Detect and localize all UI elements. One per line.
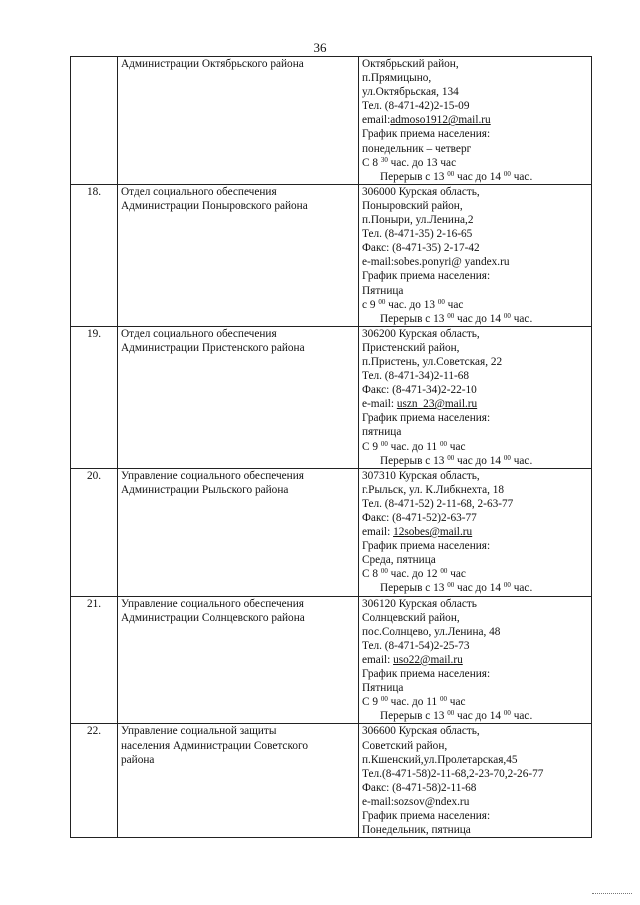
- contact-line: [362, 639, 588, 653]
- contact-text: Перерыв с 13: [380, 170, 448, 183]
- contact-text: час до 14: [454, 582, 504, 595]
- contact-text: С 8: [362, 156, 381, 169]
- contact-line: [362, 127, 588, 141]
- contact-text: Понедельник, пятница: [362, 824, 471, 837]
- time-superscript: 00: [380, 439, 388, 448]
- contact-text: п.Прямицыно,: [362, 72, 432, 85]
- organization-name-line: Управление социальной защиты: [121, 725, 277, 738]
- contact-line: [362, 581, 588, 595]
- contact-line: [362, 269, 588, 283]
- row-number: 19.: [71, 326, 118, 468]
- contact-line: [362, 823, 588, 837]
- contact-text: График приема населения:: [362, 270, 491, 283]
- time-superscript: 00: [439, 439, 447, 448]
- contact-text: Факс: (8-471-34)2-22-10: [362, 384, 477, 397]
- contact-text: Перерыв с 13: [380, 312, 448, 325]
- contact-line: [362, 795, 588, 809]
- contact-line: [362, 454, 588, 468]
- contact-text: Тел.(8-471-58)2-11-68,2-23-70,2-26-77: [362, 767, 544, 780]
- contact-line: [362, 213, 588, 227]
- row-number: 21.: [71, 596, 118, 724]
- contact-text: час до 14: [454, 312, 504, 325]
- contact-line: [362, 469, 588, 483]
- contact-cell: [359, 724, 592, 838]
- time-superscript: 30: [380, 155, 388, 164]
- contact-line: [362, 511, 588, 525]
- contact-line: [362, 99, 588, 113]
- email-link[interactable]: admoso1912@mail.ru: [390, 114, 491, 127]
- contact-text: Перерыв с 13: [380, 582, 448, 595]
- contact-text: час: [447, 568, 466, 581]
- contact-text: email:: [362, 114, 391, 127]
- directory-table-body: [71, 57, 592, 838]
- contact-text: График приема населения:: [362, 668, 491, 681]
- organization-name-line: Отдел социального обеспечения: [121, 327, 277, 340]
- contact-line: [362, 483, 588, 497]
- contact-text: час.: [510, 582, 533, 595]
- contact-text: Тел. (8-471-54)2-25-73: [362, 639, 470, 652]
- contact-line: [362, 497, 588, 511]
- contact-text: 306000 Курская область,: [362, 185, 480, 198]
- contact-text: Советский район,: [362, 739, 448, 752]
- contact-text: пос.Солнцево, ул.Ленина, 48: [362, 625, 501, 638]
- contact-text: Перерыв с 13: [380, 710, 448, 723]
- contact-cell: [359, 596, 592, 724]
- contact-text: час.: [510, 710, 533, 723]
- contact-text: Тел. (8-471-35) 2-16-65: [362, 228, 473, 241]
- contact-line: [362, 142, 588, 156]
- contact-text: час. до 13 час: [387, 156, 457, 169]
- contact-text: Солнцевский район,: [362, 611, 460, 624]
- row-number: 22.: [71, 724, 118, 838]
- contact-line: [362, 440, 588, 454]
- organization-name-line: Администрации Октябрьского района: [121, 58, 304, 70]
- contact-text: Пристенский район,: [362, 341, 460, 354]
- contact-line: [362, 312, 588, 326]
- contact-line: [362, 567, 588, 581]
- contact-line: [362, 753, 588, 767]
- contact-text: График приема населения:: [362, 412, 491, 425]
- time-superscript: 00: [447, 709, 455, 718]
- contact-text: Поныровский район,: [362, 199, 463, 212]
- contact-line: [362, 739, 588, 753]
- contact-line: [362, 809, 588, 823]
- contact-text: e-mail:sozsov@ndex.ru: [362, 795, 470, 808]
- contact-text: час. до 12: [387, 568, 441, 581]
- contact-line: [362, 255, 588, 269]
- contact-line: [362, 383, 588, 397]
- contact-text: График приема населения:: [362, 809, 491, 822]
- organization-name-line: Администрации Рыльского района: [121, 483, 289, 496]
- contact-text: С 9: [362, 440, 381, 453]
- email-link[interactable]: uszn_23@mail.ru: [396, 398, 478, 411]
- contact-line: [362, 553, 588, 567]
- contact-text: п.Пристень, ул.Советская, 22: [362, 355, 503, 368]
- email-link[interactable]: uso22@mail.ru: [393, 653, 463, 666]
- page-number: 36: [313, 40, 327, 55]
- contact-text: e-mail:: [362, 398, 397, 411]
- contact-text: Пятница: [362, 284, 404, 297]
- table-row: [71, 724, 592, 838]
- organization-name-line: Управление социального обеспечения: [121, 469, 304, 482]
- contact-text: час: [444, 298, 464, 311]
- table-row: [71, 468, 592, 596]
- contact-line: [362, 327, 588, 341]
- contact-cell: [359, 57, 592, 185]
- contact-text: 307310 Курская область,: [362, 469, 480, 482]
- contact-line: [362, 767, 588, 781]
- contact-line: [362, 156, 588, 170]
- email-link[interactable]: 12sobes@mail.ru: [393, 526, 473, 539]
- contact-text: час до 14: [454, 170, 504, 183]
- contact-text: С 9: [362, 696, 381, 709]
- row-number: [71, 57, 118, 185]
- contact-text: Пятница: [362, 682, 404, 695]
- contact-cell: [359, 184, 592, 326]
- contact-line: [362, 241, 588, 255]
- contact-line: [362, 57, 588, 71]
- organization-cell: [118, 724, 359, 838]
- contact-line: [362, 681, 588, 695]
- time-superscript: 00: [503, 453, 511, 462]
- organization-cell: [118, 184, 359, 326]
- contact-line: [362, 653, 588, 667]
- contact-text: Тел. (8-471-42)2-15-09: [362, 100, 470, 113]
- organization-cell: [118, 468, 359, 596]
- contact-line: [362, 539, 588, 553]
- contact-text: час. до 13: [385, 298, 438, 311]
- contact-text: email:: [362, 526, 394, 539]
- contact-line: [362, 284, 588, 298]
- time-superscript: 00: [378, 297, 386, 306]
- contact-text: e-mail:sobes.ponyri@ yandex.ru: [362, 256, 510, 269]
- scan-artifact-mark: [592, 893, 632, 895]
- contact-text: 306200 Курская область,: [362, 327, 480, 340]
- time-superscript: 00: [447, 169, 455, 178]
- contact-text: с 9: [362, 298, 379, 311]
- contact-line: [362, 227, 588, 241]
- contact-text: час.: [510, 454, 533, 467]
- time-superscript: 00: [503, 581, 511, 590]
- contact-text: час до 14: [454, 710, 504, 723]
- contact-line: [362, 369, 588, 383]
- contact-text: ул.Октябрьская, 134: [362, 86, 459, 99]
- contact-text: г.Рыльск, ул. К.Либкнехта, 18: [362, 483, 505, 496]
- table-row: [71, 57, 592, 185]
- contact-line: [362, 597, 588, 611]
- contact-text: п.Поныри, ул.Ленина,2: [362, 214, 474, 227]
- contact-text: Факс: (8-471-58)2-11-68: [362, 781, 477, 794]
- organization-name-line: Отдел социального обеспечения: [121, 185, 277, 198]
- contact-line: [362, 85, 588, 99]
- contact-text: График приема населения:: [362, 540, 491, 553]
- row-number: 20.: [71, 468, 118, 596]
- contact-text: час: [446, 696, 466, 709]
- contact-line: [362, 411, 588, 425]
- contact-text: час. до 11: [387, 440, 440, 453]
- contact-line: [362, 724, 588, 738]
- time-superscript: 00: [503, 169, 511, 178]
- contact-text: Перерыв с 13: [380, 454, 448, 467]
- contact-line: [362, 625, 588, 639]
- contact-text: 306600 Курская область,: [362, 725, 480, 738]
- contact-line: [362, 199, 588, 213]
- time-superscript: 00: [503, 311, 511, 320]
- time-superscript: 00: [380, 567, 388, 576]
- contact-line: [362, 667, 588, 681]
- contact-text: час.: [510, 170, 533, 183]
- contact-text: График приема населения:: [362, 128, 491, 141]
- table-row: [71, 326, 592, 468]
- contact-text: Октябрьский район,: [362, 58, 459, 70]
- contact-text: час до 14: [454, 454, 504, 467]
- contact-line: [362, 611, 588, 625]
- organization-cell: [118, 326, 359, 468]
- contact-line: [362, 71, 588, 85]
- contact-cell: [359, 468, 592, 596]
- time-superscript: 00: [440, 567, 448, 576]
- organization-name-line: населения Администрации Советского: [121, 739, 309, 752]
- contact-text: Тел. (8-471-52) 2-11-68, 2-63-77: [362, 497, 514, 510]
- contact-line: [362, 355, 588, 369]
- contact-text: час.: [510, 312, 533, 325]
- contact-line: [362, 709, 588, 723]
- directory-table: [70, 56, 592, 838]
- contact-line: [362, 781, 588, 795]
- time-superscript: 00: [439, 695, 447, 704]
- organization-name-line: Администрации Пристенского района: [121, 341, 305, 354]
- time-superscript: 00: [437, 297, 445, 306]
- time-superscript: 00: [447, 311, 455, 320]
- organization-name-line: Администрации Солнцевского района: [121, 611, 305, 624]
- time-superscript: 00: [447, 453, 455, 462]
- contact-line: [362, 695, 588, 709]
- contact-text: С 8: [362, 568, 381, 581]
- contact-line: [362, 425, 588, 439]
- contact-text: понедельник – четверг: [362, 142, 472, 155]
- contact-text: Факс: (8-471-35) 2-17-42: [362, 242, 480, 255]
- contact-line: [362, 341, 588, 355]
- contact-line: [362, 397, 588, 411]
- contact-text: п.Кшенский,ул.Пролетарская,45: [362, 753, 518, 766]
- contact-text: час. до 11: [387, 696, 440, 709]
- contact-text: Факс: (8-471-52)2-63-77: [362, 512, 477, 524]
- organization-cell: [118, 596, 359, 724]
- contact-line: [362, 298, 588, 312]
- time-superscript: 00: [447, 581, 455, 590]
- table-row: [71, 596, 592, 724]
- organization-name-line: Управление социального обеспечения: [121, 597, 304, 610]
- organization-name-line: района: [121, 753, 155, 766]
- time-superscript: 00: [503, 709, 511, 718]
- contact-line: [362, 185, 588, 199]
- time-superscript: 00: [380, 695, 388, 704]
- row-number: 18.: [71, 184, 118, 326]
- contact-text: Среда, пятница: [362, 554, 436, 567]
- organization-name-line: Администрации Поныровского района: [121, 199, 308, 212]
- table-row: [71, 184, 592, 326]
- contact-text: email:: [362, 653, 394, 666]
- contact-line: [362, 113, 588, 127]
- organization-cell: [118, 57, 359, 185]
- contact-text: Тел. (8-471-34)2-11-68: [362, 370, 470, 383]
- contact-cell: [359, 326, 592, 468]
- contact-text: час: [446, 440, 466, 453]
- contact-line: [362, 525, 588, 539]
- contact-text: 306120 Курская область: [362, 597, 477, 610]
- contact-text: пятница: [362, 426, 402, 439]
- contact-line: [362, 170, 588, 184]
